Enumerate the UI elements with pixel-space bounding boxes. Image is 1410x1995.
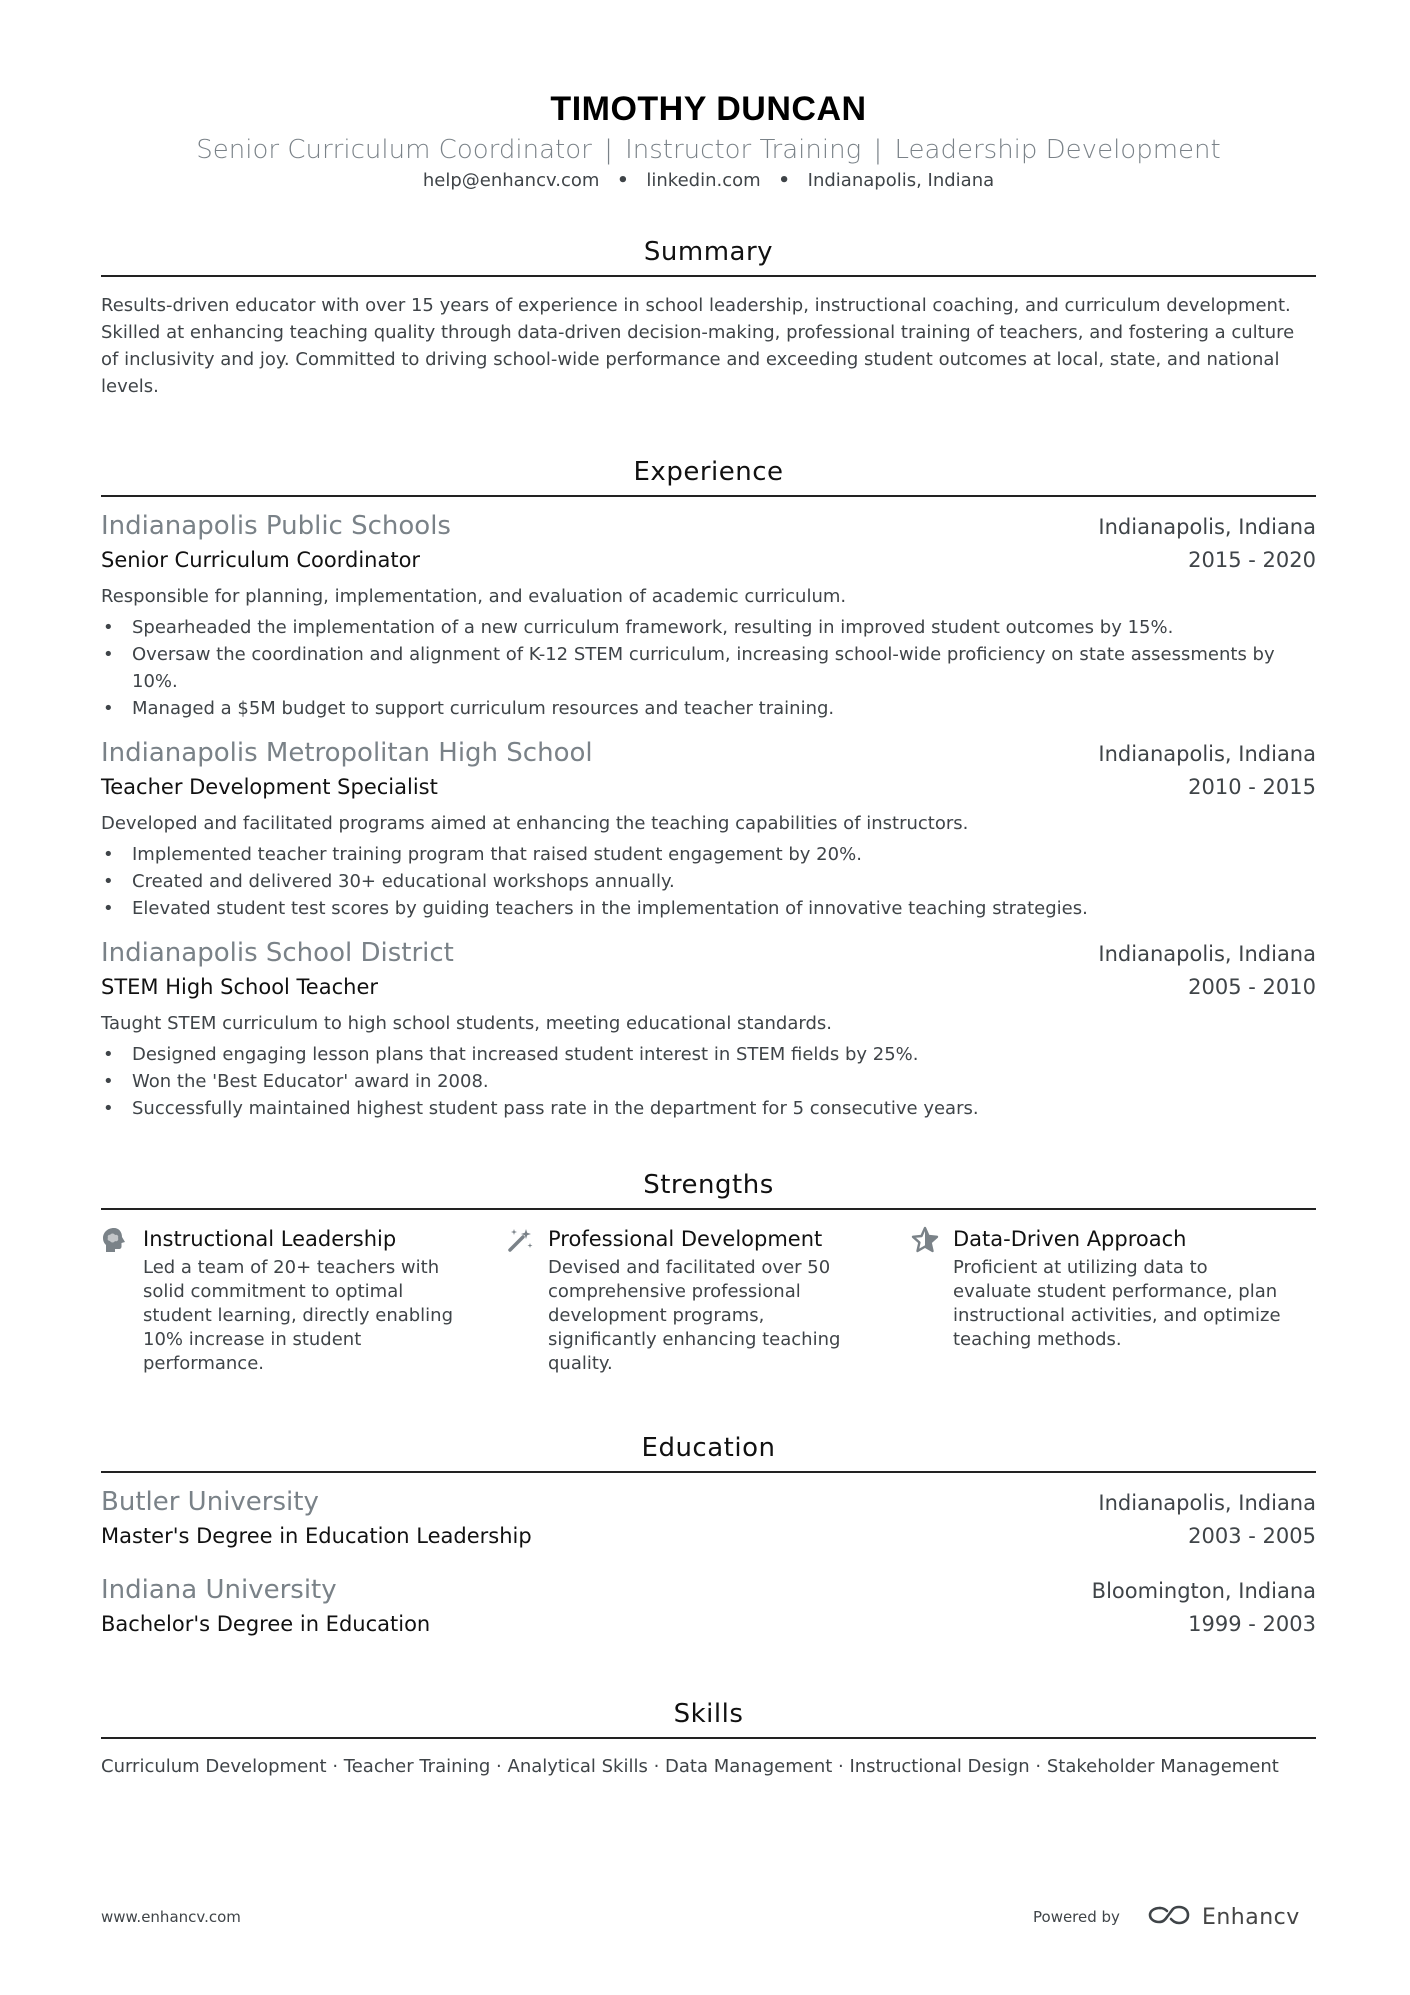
degree: Master's Degree in Education Leadership [101, 1524, 532, 1548]
footer-website-link[interactable]: www.enhancv.com [101, 1908, 241, 1926]
summary-text: Results-driven educator with over 15 years of experience in school leadership, instructional coaching, and curriculum development. Skilled at enhancing teaching quality through data-driven decision-making, professional training of teachers, and fostering a culture of inclusivity and joy. Committed to driving school-wide performance and exceeding student outcomes at local, state, and national levels. [101, 295, 1295, 397]
section-title: Skills [673, 1699, 744, 1729]
strengths-section [101, 1168, 1316, 1376]
achievement-list [101, 1041, 1316, 1122]
candidate-name: TIMOTHY DUNCAN [550, 90, 867, 128]
achievement-item: • Designed engaging lesson plans that increased student interest in STEM fields by 25%. [101, 1041, 1316, 1068]
entry-description: Responsible for planning, implementation, and evaluation of academic curriculum. [101, 586, 847, 607]
strength-item [911, 1224, 1316, 1376]
contact-line [101, 168, 1316, 194]
magic-wand-icon [506, 1224, 548, 1376]
achievement-list [101, 614, 1316, 722]
entry-description: Developed and facilitated programs aimed at enhancing the teaching capabilities of instructors. [101, 813, 969, 834]
skills-list: Curriculum Development · Teacher Training · Analytical Skills · Data Management · Instructional Design · Stakeholder Management [101, 1756, 1279, 1777]
achievement-item: • Elevated student test scores by guiding teachers in the implementation of innovative teaching strategies. [101, 895, 1316, 922]
section-title: Education [641, 1433, 776, 1463]
entry-dates: 2005 - 2010 [1188, 975, 1316, 999]
entry-location: Indianapolis, Indiana [1098, 942, 1316, 966]
enhancv-logo-icon [1146, 1903, 1194, 1931]
contact-linkedin[interactable]: linkedin.com [646, 170, 761, 191]
achievement-item: • Created and delivered 30+ educational workshops annually. [101, 868, 1316, 895]
summary-section [101, 235, 1316, 400]
resume-page [101, 0, 1316, 1780]
achievement-item: • Spearheaded the implementation of a new curriculum framework, resulting in improved student outcomes by 15%. [101, 614, 1316, 641]
strength-description: Proficient at utilizing data to evaluate student performance, plan instructional activities, and optimize teaching methods. [953, 1257, 1281, 1350]
strength-description: Led a team of 20+ teachers with solid commitment to optimal student learning, directly enabling 10% increase in student performance. [143, 1257, 454, 1374]
job-title: STEM High School Teacher [101, 975, 379, 999]
section-divider [101, 1737, 1316, 1739]
contact-location: Indianapolis, Indiana [807, 170, 995, 191]
achievement-list [101, 841, 1316, 922]
experience-entry [101, 509, 1316, 722]
entry-dates: 2010 - 2015 [1188, 775, 1316, 799]
experience-entry [101, 936, 1316, 1122]
strength-item [506, 1224, 911, 1376]
section-divider [101, 1471, 1316, 1473]
strength-title: Data-Driven Approach [953, 1227, 1187, 1251]
section-title: Experience [633, 457, 784, 487]
headline-separator: | [604, 135, 613, 165]
skills-section [101, 1697, 1316, 1780]
head-brain-icon [101, 1224, 143, 1376]
entry-location: Indianapolis, Indiana [1098, 515, 1316, 539]
job-title: Senior Curriculum Coordinator [101, 548, 421, 572]
degree: Bachelor's Degree in Education [101, 1612, 431, 1636]
star-icon [911, 1224, 953, 1376]
achievement-item: • Oversaw the coordination and alignment of K-12 STEM curriculum, increasing school-wide proficiency on state assessments by 10%. [101, 641, 1316, 695]
headline [101, 132, 1316, 168]
powered-by-label: Powered by [1033, 1908, 1120, 1926]
section-divider [101, 1208, 1316, 1210]
achievement-item: • Successfully maintained highest student pass rate in the department for 5 consecutive years. [101, 1095, 1316, 1122]
strength-item [101, 1224, 506, 1376]
strength-title: Professional Development [548, 1227, 823, 1251]
entry-location: Indianapolis, Indiana [1098, 742, 1316, 766]
strength-title: Instructional Leadership [143, 1227, 397, 1251]
entry-location: Indianapolis, Indiana [1098, 1491, 1316, 1515]
entry-description: Taught STEM curriculum to high school students, meeting educational standards. [101, 1013, 832, 1034]
contact-separator: • [617, 170, 629, 191]
headline-item: Leadership Development [894, 135, 1221, 165]
experience-section [101, 455, 1316, 1122]
achievement-item: • Won the 'Best Educator' award in 2008. [101, 1068, 1316, 1095]
education-entry [101, 1573, 1316, 1641]
headline-item: Instructor Training [625, 135, 862, 165]
section-title: Strengths [643, 1170, 774, 1200]
company-name: Indianapolis Metropolitan High School [101, 738, 593, 768]
section-divider [101, 275, 1316, 277]
company-name: Indianapolis School District [101, 938, 454, 968]
entry-dates: 1999 - 2003 [1188, 1612, 1316, 1636]
education-section [101, 1431, 1316, 1641]
section-title: Summary [643, 237, 774, 267]
company-name: Indianapolis Public Schools [101, 511, 451, 541]
job-title: Teacher Development Specialist [101, 775, 438, 799]
achievement-item: • Managed a $5M budget to support curriculum resources and teacher training. [101, 695, 1316, 722]
headline-item: Senior Curriculum Coordinator [196, 135, 592, 165]
school-name: Butler University [101, 1487, 319, 1517]
school-name: Indiana University [101, 1575, 337, 1605]
section-divider [101, 495, 1316, 497]
contact-email[interactable]: help@enhancv.com [422, 170, 600, 191]
experience-entry [101, 736, 1316, 922]
footer-branding[interactable] [1033, 1903, 1300, 1931]
contact-separator: • [778, 170, 790, 191]
entry-dates: 2015 - 2020 [1188, 548, 1316, 572]
headline-separator: | [873, 135, 883, 165]
strength-description: Devised and facilitated over 50 comprehensive professional development programs, significantly enhancing teaching quality. [548, 1257, 841, 1374]
entry-dates: 2003 - 2005 [1188, 1524, 1316, 1548]
achievement-item: • Implemented teacher training program that raised student engagement by 20%. [101, 841, 1316, 868]
resume-header [101, 0, 1316, 194]
enhancv-logo-text: Enhancv [1201, 1904, 1300, 1930]
education-entry [101, 1485, 1316, 1553]
entry-location: Bloomington, Indiana [1091, 1579, 1316, 1603]
